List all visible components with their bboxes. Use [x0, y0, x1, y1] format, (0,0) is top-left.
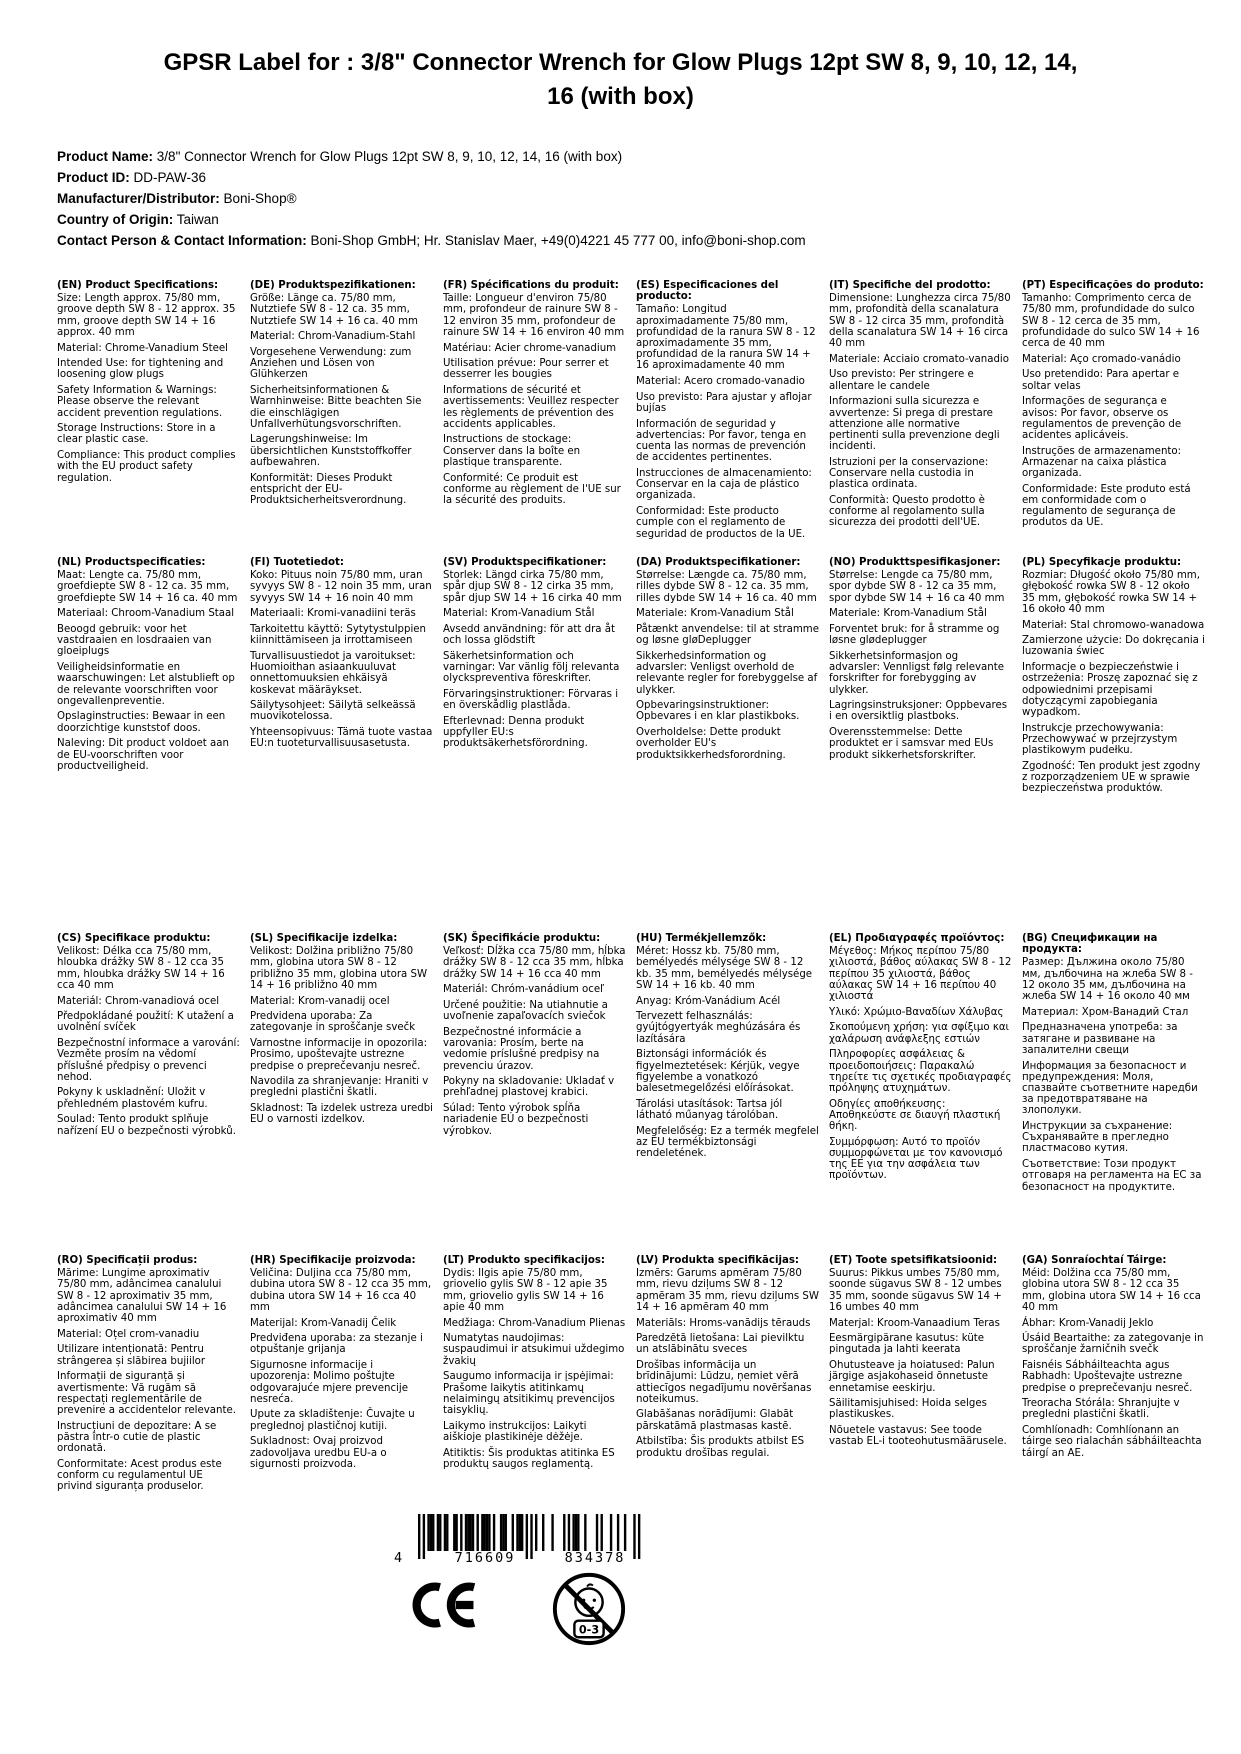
language-block-title: (PL) Specyfikacje produktu:: [1022, 557, 1182, 568]
spec-paragraph: Material: Chrome-Vanadium Steel: [57, 342, 228, 354]
product-info-value: 3/8" Connector Wrench for Glow Plugs 12pt SW 8, 9, 10, 12, 14, 16 (with box): [156, 149, 623, 164]
spec-paragraph: Megfelelőség: Ez a termék megfelel az EU termékbiztonsági rendeletének.: [636, 1125, 819, 1159]
spec-paragraph: Ábhar: Krom-Vanadij Jeklo: [1022, 1317, 1154, 1329]
spec-paragraph: Glabāšanas norādījumi: Glabāt pārskatāmā plastmasas kastē.: [636, 1409, 794, 1432]
spec-paragraph: Instrucciones de almacenamiento: Conservar en la caja de plástico organizada.: [636, 468, 812, 502]
spec-paragraph: Predviđena uporaba: za stezanje i otpuštanje grijanja: [250, 1333, 423, 1356]
language-spec-block: [636, 933, 819, 1164]
spec-paragraph: Naleving: Dit product voldoet aan de EU-voorschriften voor productveiligheid.: [57, 738, 229, 772]
language-block-title: (SK) Špecifikácie produktu:: [443, 933, 601, 944]
language-spec-block: [57, 1255, 240, 1497]
spec-paragraph: Größe: Länge ca. 75/80 mm, Nutztiefe SW 8 - 12 ca. 35 mm, Nutztiefe SW 14 + 16 ca. 40 mm: [250, 293, 418, 327]
language-block-paragraphs: [829, 946, 1012, 1181]
spec-paragraph: Instrukcje przechowywania: Przechowywać w przejrzystym plastikowym pudełku.: [1022, 722, 1178, 757]
spec-paragraph: Atbilstība: Šis produkts atbilst ES produktu drošības regulai.: [636, 1436, 805, 1459]
spec-paragraph: Tervezett felhasználás: gyújtógyertyák meghúzására és lazítására: [636, 1011, 801, 1045]
spec-paragraph: Overensstemmelse: Dette produktet er i samsvar med EUs produkt sikkerhetsforskrifter.: [829, 727, 994, 761]
language-spec-block: [57, 933, 240, 1141]
language-block-title: (HU) Termékjellemzők:: [636, 933, 767, 944]
spec-paragraph: Tarkoitettu käyttö: Sytytystulppien kiinnittämiseen ja irrottamiseen: [250, 624, 427, 647]
spec-paragraph: Förvaringsinstruktioner: Förvaras i en överskådlig plastlåda.: [443, 689, 619, 712]
spec-paragraph: Paredzētā lietošana: Lai pievilktu un atslābinātu sveces: [636, 1333, 805, 1356]
spec-paragraph: Инструкции за съхранение: Съхранявайте в прегледно пластмасово кутия.: [1022, 1121, 1173, 1155]
product-info-value: Boni-Shop®: [223, 191, 297, 206]
spec-paragraph: Anyag: Króm-Vanádium Acél: [636, 995, 781, 1007]
language-spec-block: [443, 557, 626, 754]
language-spec-block: [443, 933, 626, 1141]
language-block-paragraphs: [443, 1268, 626, 1470]
spec-paragraph: Størrelse: Lengde ca 75/80 mm, spor dybde SW 8 - 12 ca 35 mm, spor dybde SW 14 + 16 ca 40 mm: [829, 570, 1005, 604]
language-block-title: (ES) Especificaciones del producto:: [636, 280, 779, 303]
spec-paragraph: Veličina: Duljina cca 75/80 mm, dubina utora SW 8 - 12 cca 35 mm, dubina utora SW 14 + 16 cca 40 mm: [250, 1268, 432, 1313]
spec-paragraph: Nõuetele vastavus: See toode vastab EL-i tooteohutusmäärusele.: [829, 1425, 1007, 1448]
spec-paragraph: Material: Chrom-Vanadium-Stahl: [250, 331, 416, 343]
spec-paragraph: Sukladnost: Ovaj proizvod zadovoljava uredbu EU-a o sigurnosti proizvoda.: [250, 1436, 387, 1470]
spec-paragraph: Υλικό: Χρώμιο-Βαναδίων Χάλυβας: [829, 1006, 1004, 1018]
spec-paragraph: Οδηγίες αποθήκευσης: Αποθηκεύστε σε διαυγή πλαστική θήκη.: [829, 1098, 1001, 1133]
language-block-title: (DA) Produktspecifikationer:: [636, 557, 801, 568]
language-block-paragraphs: [1022, 1268, 1205, 1459]
spec-paragraph: Turvallisuustiedot ja varoitukset: Huomioithan asiaankuuluvat onnettomuuksien ehkäisyä koskevat määräykset.: [250, 650, 416, 696]
spec-paragraph: Materiaal: Chroom-Vanadium Staal: [57, 608, 235, 620]
spec-paragraph: Suurus: Pikkus umbes 75/80 mm, soonde sügavus SW 8 - 12 umbes 35 mm, soonde sügavus SW 14 + 16 umbes 40 mm: [829, 1268, 1002, 1313]
language-block-title: (EN) Product Specifications:: [57, 280, 219, 291]
spec-paragraph: Conformità: Questo prodotto è conforme al regolamento sulla sicurezza dei prodotti dell'UE.: [829, 494, 985, 529]
spec-paragraph: Bezpečnostní informace a varování: Vezměte prosím na vědomí příslušné předpisy o prevenci nehod.: [57, 1038, 240, 1083]
spec-paragraph: Skladnost: Ta izdelek ustreza uredbi EU o varnosti izdelkov.: [250, 1103, 434, 1126]
spec-paragraph: Velikost: Délka cca 75/80 mm, hloubka drážky SW 8 - 12 cca 35 mm, hloubka drážky SW 14 + 16 cca 40 mm: [57, 946, 225, 991]
spec-paragraph: Sikkerhedsinformation og advarsler: Venligst overhold de relevante regler for forebyggelse af ulykker.: [636, 650, 818, 696]
spec-paragraph: Opbevaringsinstruktioner: Opbevares i en klar plastikboks.: [636, 700, 800, 723]
spec-paragraph: Overholdelse: Dette produkt overholder EU's produktsikkerhedsforordning.: [636, 727, 786, 761]
spec-paragraph: Размер: Дължина около 75/80 мм, дълбочина на жлеба SW 8 - 12 около 35 мм, дълбочина на жлеба SW 14 + 16 около 40 мм: [1022, 957, 1193, 1003]
language-block-paragraphs: [636, 946, 819, 1159]
spec-paragraph: Lagringsinstruksjoner: Oppbevares i en oversiktlig plastboks.: [829, 700, 1008, 723]
spec-paragraph: Atitiktis: Šis produktas atitinka ES produktų saugos reglamentą.: [443, 1447, 615, 1470]
language-spec-block: [829, 557, 1012, 765]
product-info-value: Boni-Shop GmbH; Hr. Stanislav Maer, +49(0)4221 45 777 00, info@boni-shop.com: [310, 233, 806, 248]
spec-paragraph: Soulad: Tento produkt splňuje nařízení EU o bezpečnosti výrobků.: [57, 1114, 236, 1137]
spec-paragraph: Varnostne informacije in opozorila: Prosimo, upoštevajte ustrezne predpise o preprečevanju nesreč.: [250, 1038, 427, 1072]
product-info: [57, 146, 1201, 251]
language-block-title: (SL) Specifikacije izdelka:: [250, 933, 398, 944]
spec-paragraph: Medžiaga: Chrom-Vanadium Plienas: [443, 1317, 626, 1329]
spec-paragraph: Matériau: Acier chrome-vanadium: [443, 342, 617, 354]
language-block-title: (RO) Specificații produs:: [57, 1255, 198, 1266]
language-block-row: [57, 933, 1207, 1255]
spec-paragraph: Efterlevnad: Denna produkt uppfyller EU:s produktsäkerhetsförordning.: [443, 715, 588, 750]
product-info-label: Product Name:: [57, 149, 154, 164]
language-block-title: (SV) Produktspecifikationer:: [443, 557, 607, 568]
spec-paragraph: Materiał: Stal chromowo-wanadowa: [1022, 619, 1205, 631]
spec-paragraph: Beoogd gebruik: voor het vastdraaien en losdraaien van gloeiplugs: [57, 624, 212, 658]
product-info-label: Product ID:: [57, 170, 130, 185]
spec-paragraph: Koko: Pituus noin 75/80 mm, uran syvyys SW 8 - 12 noin 35 mm, uran syvyys SW 14 + 16 noin 40 mm: [250, 570, 432, 604]
spec-paragraph: Säkerhetsinformation och varningar: Var vänlig följ relevanta olyckspreventiva föreskrifter.: [443, 650, 620, 685]
product-info-row: [57, 230, 1201, 251]
language-block-paragraphs: [829, 293, 1012, 528]
language-block-paragraphs: [1022, 957, 1205, 1192]
spec-paragraph: Úsáid Beartaithe: za zategovanje in sproščanje žarničnih svečk: [1022, 1333, 1204, 1356]
spec-paragraph: Materiāls: Hroms-vanādijs tērauds: [636, 1317, 811, 1329]
spec-paragraph: Uso previsto: Para ajustar y aflojar bujías: [636, 391, 812, 415]
spec-paragraph: Opslaginstructies: Bewaar in een doorzichtige kunststof doos.: [57, 711, 226, 734]
age-warning-0-3-icon: [550, 1570, 628, 1648]
language-spec-block: [57, 557, 240, 776]
language-block-paragraphs: [250, 1268, 433, 1470]
spec-paragraph: Material: Krom-Vanadium Stål: [443, 608, 595, 620]
spec-paragraph: Forventet bruk: for å stramme og løsne glødeplugger: [829, 624, 1000, 647]
spec-paragraph: Saugumo informacija ir įspėjimai: Prašome laikytis atitinkamų nelaimingų atsitikimų prevencijos taisyklių.: [443, 1371, 615, 1416]
spec-paragraph: Informații de siguranță și avertismente: Vă rugăm să respectați reglementările de prevenire a accidentelor relevante.: [57, 1371, 237, 1416]
spec-paragraph: Conformidad: Este producto cumple con el reglamento de seguridad de productos de la UE.: [636, 506, 806, 540]
spec-paragraph: Size: Length approx. 75/80 mm, groove depth SW 8 - 12 approx. 35 mm, groove depth SW 14 + 16 approx. 40 mm: [57, 293, 236, 338]
spec-paragraph: Rozmiar: Długość około 75/80 mm, głębokość rowka SW 8 - 12 około 35 mm, głębokość rowka SW 14 + 16 około 40 mm: [1022, 570, 1200, 615]
product-info-row: [57, 209, 1201, 230]
spec-paragraph: Materiale: Krom-Vanadium Stål: [829, 608, 987, 620]
barcode-digits-group2: 834378: [564, 1550, 626, 1566]
language-block-title: (EL) Προδιαγραφές προϊόντος:: [829, 933, 1005, 944]
spec-paragraph: Zamierzone użycie: Do dokręcania i luzowania świec: [1022, 635, 1205, 658]
spec-paragraph: Conformidade: Este produto está em conformidade com o regulamento de segurança de produtos da UE.: [1022, 483, 1191, 529]
spec-paragraph: Materiale: Krom-Vanadium Stål: [636, 608, 794, 620]
product-info-label: Contact Person & Contact Information:: [57, 233, 307, 248]
language-block-title: (ET) Toote spetsifikatsioonid:: [829, 1255, 998, 1266]
language-spec-block: [636, 557, 819, 765]
language-block-title: (LT) Produkto specifikacijos:: [443, 1255, 605, 1266]
language-block-title: (PT) Especificações do produto:: [1022, 280, 1204, 291]
spec-paragraph: Konformität: Dieses Produkt entspricht der EU-Produktsicherheitsverordnung.: [250, 472, 407, 506]
product-info-label: Country of Origin:: [57, 212, 174, 227]
language-spec-block: [1022, 280, 1205, 533]
spec-paragraph: Pokyny na skladovanie: Ukladať v prehľadnej plastovej krabici.: [443, 1076, 615, 1099]
barcode-digit-left: 4: [394, 1550, 405, 1566]
product-info-row: [57, 146, 1201, 167]
language-block-paragraphs: [443, 946, 626, 1137]
spec-paragraph: Material: Acero cromado-vanadio: [636, 376, 805, 388]
language-block-paragraphs: [250, 946, 433, 1125]
language-block-row: [57, 280, 1207, 557]
spec-paragraph: Предназначена употреба: за затягане и развиване на запалителни свещи: [1022, 1022, 1178, 1056]
language-block-title: (LV) Produkta specifikācijas:: [636, 1255, 799, 1266]
language-block-paragraphs: [636, 1268, 819, 1459]
language-block-title: (CS) Specifikace produktu:: [57, 933, 211, 944]
language-spec-block: [829, 1255, 1012, 1452]
spec-paragraph: Veľkosť: Dĺžka cca 75/80 mm, hĺbka drážky SW 8 - 12 cca 35 mm, hĺbka drážky SW 14 + 16 cca 40 mm: [443, 946, 626, 980]
product-info-row: [57, 167, 1201, 188]
spec-paragraph: Dydis: Ilgis apie 75/80 mm, griovelio gylis SW 8 - 12 apie 35 mm, griovelio gylis SW 14 + 16 apie 40 mm: [443, 1268, 608, 1313]
language-spec-block: [250, 557, 433, 754]
spec-paragraph: Numatytas naudojimas: suspaudimui ir atsukimui uždegimo žvakių: [443, 1333, 625, 1367]
spec-paragraph: Μέγεθος: Μήκος περίπου 75/80 χιλιοστά, βάθος αύλακας SW 8 - 12 περίπου 35 χιλιοστά, βάθος αύλακας SW 14 + 16 περίπου 40 χιλιοστά: [829, 946, 1012, 1003]
language-block-paragraphs: [636, 304, 819, 539]
spec-paragraph: Säilytysohjeet: Säilytä selkeässä muovikotelossa.: [250, 700, 416, 723]
spec-paragraph: Storage Instructions: Store in a clear plastic case.: [57, 423, 216, 446]
language-block-title: (FR) Spécifications du produit:: [443, 280, 619, 291]
spec-paragraph: Sigurnosne informacije i upozorenja: Molimo poštujte odgovarajuće mjere prevencije nesreća.: [250, 1360, 408, 1405]
spec-paragraph: Taille: Longueur d'environ 75/80 mm, profondeur de rainure SW 8 - 12 environ 35 mm, profondeur de rainure SW 14 + 16 environ 40 mm: [443, 293, 625, 338]
spec-paragraph: Navodila za shranjevanje: Hraniti v pregledni plastični škatli.: [250, 1076, 429, 1099]
spec-paragraph: Storlek: Längd cirka 75/80 mm, spår djup SW 8 - 12 cirka 35 mm, spår djup SW 14 + 16 cirka 40 mm: [443, 570, 622, 604]
spec-paragraph: Material: Oțel crom-vanadiu: [57, 1328, 200, 1340]
language-spec-block: [443, 1255, 626, 1474]
page-title: GPSR Label for : 3/8" Connector Wrench for Glow Plugs 12pt SW 8, 9, 10, 12, 14, 16 (with box): [163, 49, 1078, 110]
spec-paragraph: Laikymo instrukcijos: Laikyti aiškioje plastikinėje dėžėje.: [443, 1420, 587, 1443]
spec-paragraph: Informazioni sulla sicurezza e avvertenze: Si prega di prestare attenzione alle normative pertinenti sulla prevenzione degli incidenti.: [829, 396, 1000, 453]
spec-paragraph: Materiaali: Kromi-vanadiini teräs: [250, 608, 416, 620]
spec-paragraph: Velikost: Dolžina približno 75/80 mm, globina utora SW 8 - 12 približno 35 mm, globina utora SW 14 + 16 približno 40 mm: [250, 946, 428, 991]
language-spec-block: [57, 280, 240, 488]
spec-paragraph: Vorgesehene Verwendung: zum Anziehen und Lösen von Glühkerzen: [250, 347, 412, 381]
age-warning-label: 0-3: [578, 1623, 600, 1637]
language-spec-block: [636, 1255, 819, 1463]
spec-paragraph: Bezpečnostné informácie a varovania: Prosím, berte na vedomie príslušné predpisy na prevenciu úrazov.: [443, 1026, 600, 1072]
language-grid: [57, 280, 1207, 1507]
product-info-value: Taiwan: [176, 212, 219, 227]
spec-paragraph: Instruções de armazenamento: Armazenar na caixa plástica organizada.: [1022, 445, 1182, 480]
spec-paragraph: Yhteensopivuus: Tämä tuote vastaa EU:n tuoteturvallisuusasetusta.: [250, 727, 433, 750]
spec-paragraph: Maat: Lengte ca. 75/80 mm, groefdiepte SW 8 - 12 ca. 35 mm, groefdiepte SW 14 + 16 ca. 40 mm: [57, 570, 238, 604]
spec-paragraph: Treoracha Stórála: Shranjujte v pregledni plastični škatli.: [1022, 1398, 1180, 1421]
spec-paragraph: Materijal: Krom-Vanadij Čelik: [250, 1317, 397, 1329]
spec-paragraph: Materiál: Chróm-vanádium oceľ: [443, 984, 604, 996]
spec-paragraph: Súlad: Tento výrobok spĺňa nariadenie EÚ o bezpečnosti výrobkov.: [443, 1103, 589, 1137]
barcode-digits-group1: 716609: [454, 1550, 516, 1566]
spec-paragraph: Utilisation prévue: Pour serrer et desserrer les bougies: [443, 358, 609, 381]
spec-paragraph: Veiligheidsinformatie en waarschuwingen: Let alstublieft op de relevante voorschriften voor ongevallenpreventie.: [57, 662, 235, 707]
language-block-paragraphs: [1022, 293, 1205, 528]
bottom-marks: [0, 1510, 1241, 1710]
language-spec-block: [1022, 1255, 1205, 1463]
spec-paragraph: Lagerungshinweise: Im übersichtlichen Kunststoffkoffer aufbewahren.: [250, 434, 412, 468]
language-block-title: (NL) Productspecificaties:: [57, 557, 206, 568]
spec-paragraph: Материал: Хром-Ванадий Стал: [1022, 1006, 1189, 1018]
spec-paragraph: Ohutusteave ja hoiatused: Palun järgige asjakohaseid õnnetuste ennetamise eeskirju.: [829, 1360, 995, 1394]
spec-paragraph: Påtænkt anvendelse: til at stramme og løsne gløDeplugger: [636, 624, 819, 647]
spec-paragraph: Material: Krom-vanadij ocel: [250, 995, 390, 1007]
spec-paragraph: Πληροφορίες ασφάλειας & προειδοποιήσεις: Παρακαλώ τηρείτε τις σχετικές προδιαγραφές πρόληψης ατυχημάτων.: [829, 1049, 1012, 1094]
language-spec-block: [1022, 933, 1205, 1197]
language-block-title: (DE) Produktspezifikationen:: [250, 280, 416, 291]
spec-paragraph: Uso pretendido: Para apertar e soltar velas: [1022, 369, 1180, 392]
spec-paragraph: Dimensione: Lunghezza circa 75/80 mm, profondità della scanalatura SW 8 - 12 circa 35 mm, profondità della scanalatura SW 14 + 16 circa 40 mm: [829, 293, 1011, 350]
spec-paragraph: Conformitate: Acest produs este conform cu regulamentul UE privind siguranța produselor.: [57, 1458, 222, 1493]
spec-paragraph: Biztonsági információk és figyelmeztetések: Kérjük, vegye figyelembe a vonatkozó balesetmegelőzési előírásokat.: [636, 1049, 800, 1094]
spec-paragraph: Instructions de stockage: Conserver dans la boîte en plastique transparente.: [443, 434, 581, 468]
spec-paragraph: Určené použitie: Na utiahnutie a uvoľnenie zapaľovacích sviečok: [443, 1000, 608, 1023]
language-block-paragraphs: [57, 946, 240, 1137]
spec-paragraph: Conformité: Ce produit est conforme au règlement de l'UE sur la sécurité des produits.: [443, 472, 621, 506]
spec-paragraph: Informations de sécurité et avertissements: Veuillez respecter les règlements de prévention des accidents applicables.: [443, 385, 619, 430]
ce-mark-icon: [410, 1582, 476, 1628]
spec-paragraph: Tamanho: Comprimento cerca de 75/80 mm, profundidade do sulco SW 8 - 12 cerca de 35 mm, profundidade do sulco SW 14 + 16 cerca de 40 mm: [1022, 293, 1200, 350]
language-spec-block: [829, 933, 1012, 1186]
spec-paragraph: Upute za skladištenje: Čuvajte u preglednoj plastičnoj kutiji.: [250, 1409, 415, 1432]
language-block-paragraphs: [57, 570, 240, 772]
language-block-title: (FI) Tuotetiedot:: [250, 557, 344, 568]
spec-paragraph: Størrelse: Længde ca. 75/80 mm, rilles dybde SW 8 - 12 ca. 35 mm, rilles dybde SW 14 + 16 ca. 40 mm: [636, 570, 817, 604]
spec-paragraph: Informacje o bezpieczeństwie i ostrzeżenia: Proszę zapoznać się z odpowiednimi przepisami dotyczącymi zapobiegania wypadkom.: [1022, 662, 1198, 718]
spec-paragraph: Tárolási utasítások: Tartsa jól látható műanyag tárolóban.: [636, 1098, 783, 1121]
spec-paragraph: Sicherheitsinformationen & Warnhinweise: Bitte beachten Sie die einschlägigen Unfallverhütungsvorschriften.: [250, 385, 422, 430]
language-block-paragraphs: [250, 570, 433, 749]
language-block-title: (NO) Produkttspesifikasjoner:: [829, 557, 1001, 568]
spec-paragraph: Utilizare intenționată: Pentru strângerea și slăbirea bujiilor: [57, 1344, 206, 1367]
language-block-paragraphs: [443, 570, 626, 749]
language-block-title: (BG) Спецификации на продукта:: [1022, 933, 1158, 956]
spec-paragraph: Materjal: Kroom-Vanaadium Teras: [829, 1317, 1000, 1329]
language-block-paragraphs: [829, 570, 1012, 761]
spec-paragraph: Safety Information & Warnings: Please observe the relevant accident prevention regulations.: [57, 385, 223, 419]
language-block-title: (HR) Specifikacije proizvoda:: [250, 1255, 416, 1266]
spec-paragraph: Σκοπούμενη χρήση: για σφίξιμο και χαλάρωση ανάφλεξης εστιών: [829, 1022, 1010, 1045]
spec-paragraph: Uso previsto: Per stringere e allentare le candele: [829, 369, 974, 392]
language-block-paragraphs: [1022, 570, 1205, 794]
language-block-paragraphs: [57, 293, 240, 484]
language-block-paragraphs: [829, 1268, 1012, 1447]
spec-paragraph: Eesmärgipärane kasutus: küte pingutada ja lahti keerata: [829, 1333, 985, 1356]
spec-paragraph: Faisnéis Sábháilteachta agus Rabhadh: Upoštevajte ustrezne predpise o preprečevanju nesreč.: [1022, 1360, 1193, 1394]
spec-paragraph: Istruzioni per la conservazione: Conservare nella custodia in plastica ordinata.: [829, 456, 989, 491]
spec-paragraph: Comhlíonadh: Comhlíonann an táirge seo rialachán sábháilteachta táirgí an AE.: [1022, 1425, 1202, 1459]
spec-paragraph: Méret: Hossz kb. 75/80 mm, bemélyedés mélysége SW 8 - 12 kb. 35 mm, bemélyedés mélysége SW 14 + 16 kb. 40 mm: [636, 946, 813, 991]
spec-paragraph: Zgodność: Ten produkt jest zgodny z rozporządzeniem UE w sprawie bezpieczeństwa produktów.: [1022, 760, 1201, 795]
spec-paragraph: Pokyny k uskladnění: Uložit v přehledném plastovém kufru.: [57, 1087, 208, 1110]
spec-paragraph: Compliance: This product complies with the EU product safety regulation.: [57, 450, 236, 484]
language-spec-block: [250, 280, 433, 511]
spec-paragraph: Συμμόρφωση: Αυτό το προϊόν συμμορφώνεται με τον κανονισμό της ΕΕ για την ασφάλεια των προϊόντων.: [829, 1136, 1003, 1182]
spec-paragraph: Materiál: Chrom-vanadiová ocel: [57, 995, 220, 1007]
language-block-title: (GA) Sonraíochtaí Táirge:: [1022, 1255, 1167, 1266]
language-block-paragraphs: [250, 293, 433, 506]
language-spec-block: [1022, 557, 1205, 799]
spec-paragraph: Sikkerhetsinformasjon og advarsler: Vennligst følg relevante forskrifter for forebygging av ulykker.: [829, 650, 1004, 696]
language-block-row: [57, 1255, 1207, 1507]
language-spec-block: [250, 933, 433, 1130]
spec-paragraph: Material: Aço cromado-vanádio: [1022, 353, 1181, 365]
spec-paragraph: Avsedd användning: för att dra åt och lossa glödstift: [443, 624, 616, 647]
language-block-title: (IT) Specifiche del prodotto:: [829, 280, 991, 291]
spec-paragraph: Tamaño: Longitud aproximadamente 75/80 mm, profundidad de la ranura SW 8 - 12 aproximadamente 35 mm, profundidad de la ranura SW 14 + 16 aproximadamente 40 mm: [636, 304, 816, 372]
language-spec-block: [636, 280, 819, 544]
spec-paragraph: Drošības informācija un brīdinājumi: Lūdzu, ņemiet vērā attiecīgos negadījumu novēršanas noteikumus.: [636, 1360, 812, 1405]
spec-paragraph: Intended Use: for tightening and loosening glow plugs: [57, 358, 224, 381]
spec-paragraph: Mărime: Lungime aproximativ 75/80 mm, adâncimea canalului SW 8 - 12 aproximativ 35 mm, adâncimea canalului SW 14 + 16 aproximativ 40 mm: [57, 1268, 227, 1325]
spec-paragraph: Información de seguridad y advertencias: Por favor, tenga en cuenta las normas de prevención de accidentes pertinentes.: [636, 418, 807, 464]
language-spec-block: [829, 280, 1012, 533]
language-spec-block: [443, 280, 626, 511]
spec-paragraph: Säilitamisjuhised: Hoida selges plastikuskes.: [829, 1398, 987, 1421]
product-info-row: [57, 188, 1201, 209]
spec-paragraph: Instrucțiuni de depozitare: A se păstra într-o cutie de plastic ordonată.: [57, 1420, 217, 1455]
spec-paragraph: Předpokládané použití: K utažení a uvolnění svíček: [57, 1011, 234, 1034]
spec-paragraph: Méid: Dolžina cca 75/80 mm, globina utora SW 8 - 12 cca 35 mm, globina utora SW 14 + 16 cca 40 mm: [1022, 1268, 1201, 1313]
product-info-value: DD-PAW-36: [133, 170, 207, 185]
spec-paragraph: Informações de segurança e avisos: Por favor, observe os regulamentos de prevenção de acidentes aplicáveis.: [1022, 396, 1182, 441]
language-block-row: [57, 557, 1207, 933]
language-block-paragraphs: [443, 293, 626, 506]
spec-paragraph: Информация за безопасност и предупреждения: Моля, спазвайте съответните наредби за предотвратяване на злополуки.: [1022, 1060, 1198, 1117]
language-block-paragraphs: [57, 1268, 240, 1492]
language-spec-block: [250, 1255, 433, 1474]
spec-paragraph: Съответствие: Този продукт отговаря на регламента на ЕС за безопасност на продуктите.: [1022, 1159, 1202, 1193]
spec-paragraph: Predvidena uporaba: Za zategovanje in sproščanje svečk: [250, 1011, 416, 1034]
spec-paragraph: Materiale: Acciaio cromato-vanadio: [829, 353, 1009, 365]
language-block-paragraphs: [636, 570, 819, 761]
spec-paragraph: Izmērs: Garums apmēram 75/80 mm, rievu dziļums SW 8 - 12 apmēram 35 mm, rievu dziļums SW 14 + 16 apmēram 40 mm: [636, 1268, 819, 1313]
product-info-label: Manufacturer/Distributor:: [57, 191, 220, 206]
